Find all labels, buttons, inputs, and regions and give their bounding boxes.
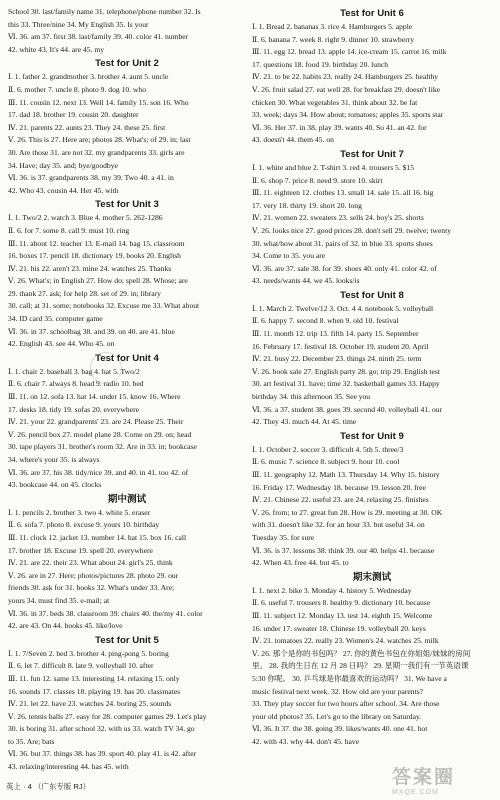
answer-line: 30. art festival 31. have; time 32. basketball games 33. Happy [252, 379, 440, 389]
answer-line: 16. February 17. festival 18. October 19. student 20. April [252, 341, 429, 351]
answer-line: Ⅱ. 6. happy 7. second 8. when 9. old 10. festival [252, 316, 399, 326]
answer-line: 43. bookcase 44. on 45. clocks [8, 480, 102, 490]
section-heading: 期中测试 [107, 493, 147, 505]
answer-line: Ⅳ. 21. Chinese 22. useful 23. are 24. relaxing 25. finishes [252, 495, 429, 505]
answer-line: Ⅵ. 36. in 37. beds 38. classroom 39. chairs 40. the/my 41. color [8, 608, 203, 618]
answer-line: Ⅳ. 21. parents 22. aunts 23. They 24. these 25. first [8, 122, 166, 132]
answer-line: Ⅴ. 26. from; to 27. great fun 28. How is 29. meeting at 30. OK [252, 507, 443, 517]
answer-line: Ⅵ. 36. are 37. sale 38. for 39. shoes 40. only 41. color 42. of [252, 263, 437, 273]
answer-line: Ⅳ. 21. let 22. have 23. watches 24. boring 25. sounds [8, 699, 172, 709]
answer-line: 17. brother 18. Excuse 19. spell 20. everywhere [8, 545, 153, 555]
answer-line: Ⅴ. 26. are in 27. Here; photos/pictures 28. photo 29. our [8, 570, 179, 580]
answer-line: your old photos? 35. Let's go to the library on Saturday. [252, 711, 422, 721]
answer-line: Ⅴ. 26. tennis balls 27. easy for 28. computer games 29. Let's play [8, 711, 207, 721]
watermark-url: MXQE.COM [392, 789, 439, 796]
answer-line: Ⅰ. 1. pencils 2. brother 3. two 4. white 5. eraser [8, 507, 151, 517]
answer-line: Ⅴ. 26. looks nice 27. good prices 28. don't sell 29. twelve; twenty [252, 225, 451, 235]
answer-line: 17. questions 18. food 19. birthday 20. lunch [252, 59, 389, 69]
answer-line: 里。 28. 我的生日在 12 月 28 日吗？ 29. 星期一我们有一节英语课 [252, 661, 469, 671]
answer-line: yours 34. must find 35. e-mail; at [8, 595, 110, 605]
section-heading: 期末测试 [352, 571, 392, 583]
section-heading: Test for Unit 9 [340, 430, 404, 442]
answer-line: Ⅴ. 26. pencil box 27. model plane 28. Come on 29. on; head [8, 429, 192, 439]
answer-line: 42. Who 43. cousin 44. Her 45. with [8, 185, 119, 195]
answer-line: 33. They play soccer for two hours after school. 34. Are those [252, 699, 440, 709]
section-heading: Test for Unit 6 [340, 8, 404, 19]
answer-line: 30. tape players 31. brother's room 32. Are in 33. in; bookcase [8, 442, 197, 452]
answer-line: Ⅰ. 1. Two/2 2. watch 3. Blue 4. mother 5. 262-1286 [8, 213, 163, 223]
answer-line: Ⅲ. 11. clock 12. jacket 13. number 14. hat 15. box 16. call [8, 532, 187, 542]
answer-line: Ⅵ. 36. It 37. the 38. going 39. likes/wants 40. one 41. hot [252, 724, 428, 734]
answer-line: this 33. Three/nine 34. My English 35. Is your [8, 19, 149, 29]
answer-line: Ⅵ. 36. am 37. first 38. last/family 39. 40. color 41. number [8, 32, 189, 42]
answer-line: 42. with 43. why 44. don't 45. have [252, 736, 360, 746]
answer-line: Ⅱ. 6. shop 7. price 8. need 9. store 10. skirt [252, 175, 383, 185]
answer-line: 17. desks 18. tidy 19. sofas 20. everywhere [8, 404, 139, 414]
answer-line: Ⅰ. 1. March 2. Twelve/12 3. Oct. 4 4. notebook 5. volleyball [252, 303, 434, 313]
answer-line: Ⅵ. 36. are 37. his 38. tidy/nice 39. and 40. in 41. too 42. of [8, 467, 189, 477]
answer-line: Ⅴ. 26. What's; in English 27. How do; spell 28. Whose; are [8, 276, 188, 286]
answer-line: 30. call; at 31. some; notebooks 32. Excuse me 33. What about [8, 301, 200, 311]
answer-line: 30. is boring 31. after school 32. with us 33. watch TV 34. go [8, 724, 195, 734]
answer-line: music festival next week. 32. How old are your parents? [252, 686, 424, 696]
answer-line: Ⅳ. 21. his 22. aren't 23. mine 24. watches 25. Thanks [8, 263, 172, 273]
answer-line: Ⅴ. 26. fruit salad 27. eat well 28. for breakfast 29. doesn't like [252, 84, 440, 94]
answer-line: Ⅵ. 36. is 37. grandparents 38. my 39. Two 40. a 41. in [8, 173, 174, 183]
answer-line: 43. relaxing/interesting 44. has 45. with [8, 762, 129, 772]
page-footer: 英上 · 4 （广东专版 RJ） [6, 782, 91, 791]
answer-line: Ⅰ. 1. October 2. soccer 3. difficult 4. 5th 5. three/3 [252, 444, 404, 454]
answer-line: 16. boxes 17. pencil 18. dictionary 19. books 20. English [8, 251, 181, 261]
section-heading: Test for Unit 8 [340, 289, 404, 301]
answer-line: friends 30. ask for 31. books 32. What's under 33. Are; [8, 583, 175, 593]
answer-line: Ⅰ. 1. father 2. grandmother 3. brother 4. aunt 5. uncle [8, 72, 169, 82]
answer-line: 30. what/how about 31. pairs of 32. in blue 33. sports shoes [252, 238, 433, 248]
answer-line: Ⅳ. 21. tomatoes 22. really 23. Women's 24. watches 25. milk [252, 636, 439, 646]
answer-line: Ⅵ. 36. a 37. student 38. goes 39. second 40. volleyball 41. our [252, 404, 443, 414]
answer-line: 34. where's your 35. is always [8, 455, 100, 464]
answer-line: Ⅴ. 26. book sale 27. English party 28. go; trip 29. English test [252, 366, 440, 376]
watermark-logo: 答案圈 [392, 767, 456, 788]
answer-line: birthday 34. this afternoon 35. See you [252, 392, 371, 402]
answer-line: Ⅲ. 11. cousin 12. next 13. Well 14. family 15. son 16. Who [8, 97, 189, 107]
answer-line: Ⅲ. 11. about 12. teacher 13. E-mail 14. bag 15. classroom [8, 238, 185, 248]
answer-line: 34. Have; day 35. and; bye/goodbye [8, 160, 118, 170]
answer-line: Ⅱ. 6. chair 7. always 8. head 9. radio 10. bed [8, 379, 144, 389]
answer-line: Ⅳ. 21. are 22. their 23. What about 24. girl's 25. think [8, 558, 173, 568]
answer-line: Ⅲ. 11. subject 12. Monday 13. test 14. eighth 15. Welcome [252, 610, 433, 620]
answer-line: 42. When 43. free 44. but 45. to [252, 558, 349, 568]
answer-line: Ⅲ. 11. fun 12. same 13. interesting 14. relaxing 15. only [8, 673, 180, 683]
answer-line: 16. sounds 17. classes 18. playing 19. has 20. classmates [8, 686, 181, 696]
answer-line: Ⅴ. 26. 那个是你的书包吗？ 27. 你的黄色书包在你姐姐/妹妹的房间 [252, 648, 471, 658]
answer-line: 42. They 43. much 44. At 45. time [252, 417, 357, 427]
answer-line: Ⅱ. 6. useful 7. trousers 8. healthy 9. dictionary 10. because [252, 598, 431, 608]
answer-line: Ⅱ. 6. mother 7. uncle 8. photo 9. dog 10. who [8, 84, 147, 94]
answer-line: 30. Are those 31. are not 32. my grandparents 33. girls are [8, 147, 185, 157]
answer-line: School 30. last/family name 31. telephone/phone number 32. Is [8, 7, 201, 16]
section-heading: Test for Unit 7 [340, 148, 404, 160]
answer-line: 43. doesn't 44. them 45. on [252, 135, 334, 145]
answer-line: Ⅰ. 1. Bread 2. bananas 3. rice 4. Hamburgers 5. apple [252, 22, 413, 31]
answer-line: 34. ID card 35. computer game [8, 314, 103, 324]
right-answer-column [252, 6, 492, 748]
answer-line: 16. under 17. sweater 18. Chinese 19. volleyball 20. keys [252, 623, 426, 633]
answer-line: 42. white 43. It's 44. are 45. my [8, 44, 105, 54]
answer-line: Ⅲ. 11. on 12. sofa 13. hat 14. under 15. know 16. Where [8, 392, 181, 402]
answer-line: 43. needs/wants 44. we 45. looks/is [252, 276, 360, 286]
answer-line: Ⅱ. 6. let 7. difficult 8. late 9. volleyball 10. after [8, 661, 154, 671]
answer-line: Ⅲ. 11. geography 12. Math 13. Thursday 14. Why 15. history [252, 470, 440, 479]
answer-line: 17. dad 18. brother 19. cousin 20. daughter [8, 110, 139, 120]
answer-line: Ⅰ. 1. white and blue 2. T-shirt 3. red 4. trousers 5. $15 [252, 162, 415, 172]
answer-line: 16. Friday 17. Wednesday 18. because 19. lesson 20. free [252, 482, 426, 492]
answer-line: to 35. Are; bats [8, 736, 55, 746]
site-watermark [392, 768, 496, 798]
answer-line: Ⅴ. 26. This is 27. Here are; photos 28. What's; of 29. in; last [8, 135, 191, 145]
left-answer-column [8, 6, 246, 774]
answer-line: Ⅲ. 11. egg 12. bread 13. apple 14. ice-cream 15. carrot 16. milk [252, 47, 447, 57]
section-heading: Test for Unit 4 [95, 352, 159, 364]
answer-line: Ⅳ. 21. women 22. sweaters 23. sells 24. boy's 25. shorts [252, 213, 424, 223]
answer-line: 17. very 18. thirty 19. short 20. long [252, 200, 362, 210]
answer-line: Ⅵ. 36. Her 37. in 38. play 39. wants 40. So 41. an 42. for [252, 122, 427, 132]
answer-line: 33. week; days 34. How about; tomatoes; apples 35. sports star [252, 110, 444, 120]
answer-line: Ⅵ. 36. in 37. schoolbag 38. and 39. on 40. are 41. blue [8, 326, 175, 336]
answer-line: 29. thank 27. ask; for help 28. set of 29. in; library [8, 288, 161, 298]
answer-line: with 31. doesn't like 32. for an hour 33. but useful 34. on [252, 520, 425, 530]
answer-line: Ⅳ. 21. your 22. grandparents' 23. are 24. Please 25. Their [8, 417, 184, 427]
answer-line: Ⅳ. 21. to be 22. habits 23. really 24. Hamburgers 25. healthy [252, 72, 439, 82]
answer-line: 5:30 你呢。 30. 乒乓球是你最喜欢的运动吗？ 31. We have a [252, 673, 447, 683]
answer-line: Ⅱ. 6. music 7. science 8. subject 9. hour 10. cool [252, 457, 400, 467]
section-heading: Test for Unit 5 [95, 634, 159, 646]
answer-line: Ⅱ. 6. sofa 7. photo 8. excuse 9. yours 10. birthday [8, 520, 160, 530]
answer-line: Ⅵ. 36. is 37. lessons 38. think 39. our 40. helps 41. because [252, 545, 435, 555]
answer-line: Ⅱ. 6. for 7. some 8. call 9. must 10. ring [8, 225, 130, 235]
answer-line: Ⅳ. 21. busy 22. December 23. things 24. ninth 25. term [252, 354, 422, 364]
answer-line: Ⅱ. 6. banana 7. week 8. right 9. dinner 10. strawberry [252, 34, 415, 44]
answer-line: 42. are 43. On 44. books 45. like/love [8, 621, 123, 631]
section-heading: Test for Unit 3 [95, 199, 159, 211]
answer-line: Tuesday 35. for sure [252, 532, 315, 542]
answer-line: 34. Come to 35. you are [252, 251, 326, 261]
answer-line: Ⅲ. 11. eighteen 12. clothes 13. small 14. sale 15. all 16. big [252, 188, 434, 198]
answer-line: Ⅰ. 1. chair 2. baseball 3. bag 4. hat 5. Two/2 [8, 366, 140, 376]
answer-line: Ⅲ. 11. month 12. trip 13. fifth 14. party 15. September [252, 329, 419, 339]
faint-stamp-icon [90, 352, 122, 384]
answer-line: Ⅵ. 36. but 37. things 38. has 39. sport 40. play 41. is 42. after [8, 749, 197, 759]
answer-line: 42. English 43. see 44. Who 45. on [8, 339, 115, 349]
answer-line: Ⅰ. 1. next 2. bike 3. Monday 4. history 5. Wednesday [252, 585, 412, 595]
section-heading: Test for Unit 2 [95, 58, 159, 70]
answer-line: chicken 30. What vegetables 31. think about 32. be fat [252, 97, 418, 107]
answer-line: Ⅰ. 1. 7/Seven 2. bed 3. brother 4. ping-pong 5. boring [8, 648, 169, 658]
